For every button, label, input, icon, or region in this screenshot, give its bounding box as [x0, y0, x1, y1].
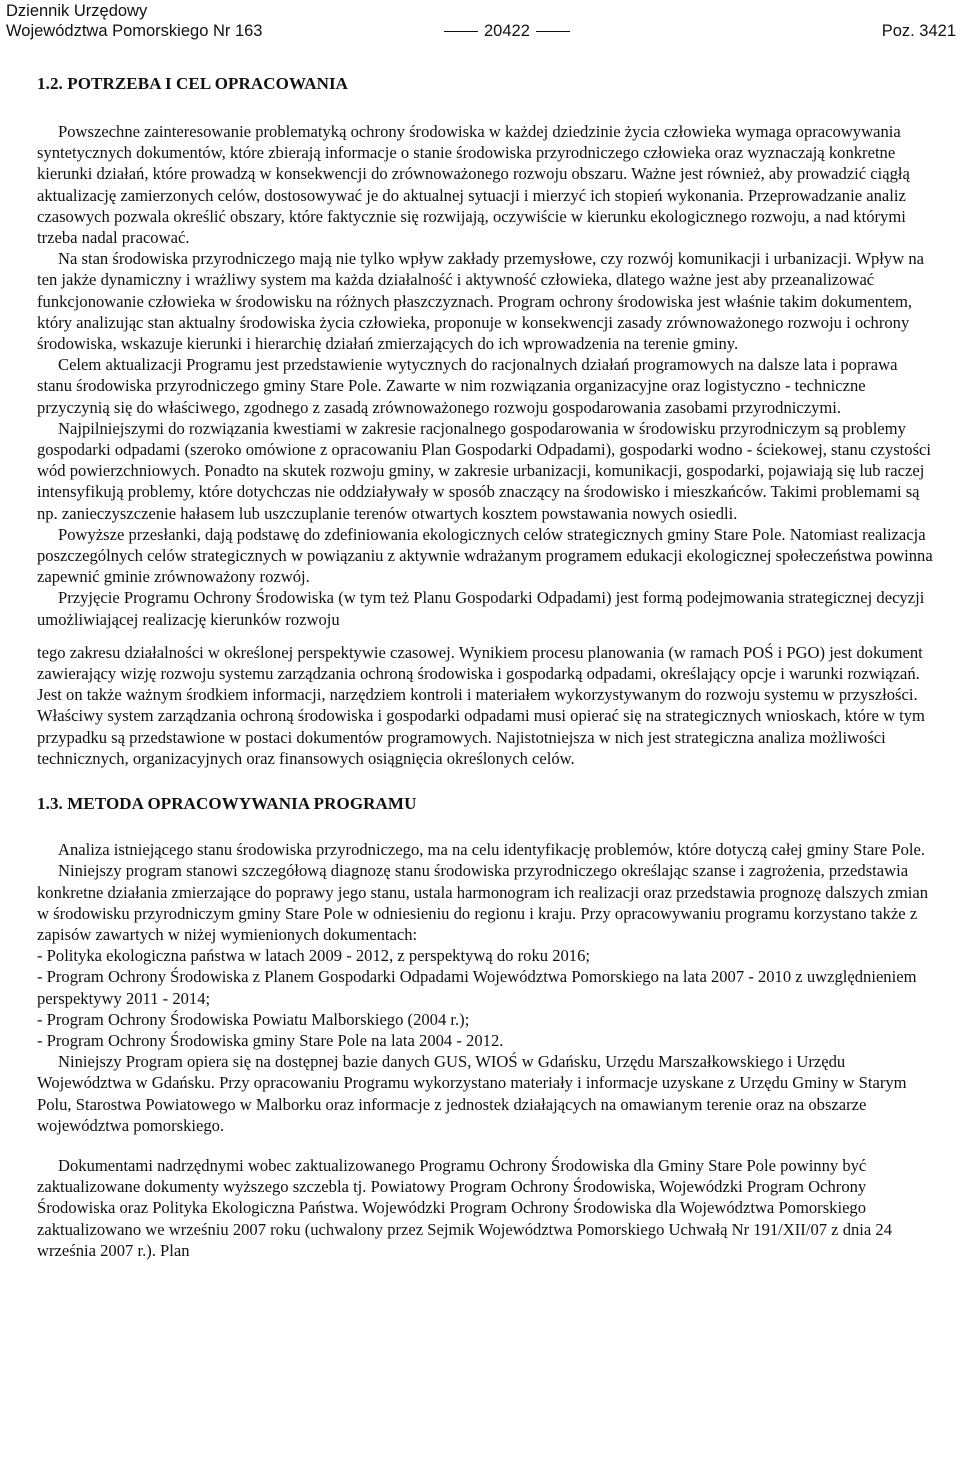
paragraph: Powyższe przesłanki, dają podstawę do zdefiniowania ekologicznych celów strategicznych gminy Stare Pole. Natomiast realizacja poszczególnych celów strategicznych w powiązaniu z aktywnie wdrażanym programem edukacji ekologicznej społeczeństwa powinna zapewnić gminie zrównoważony rozwój. — [37, 524, 933, 587]
section-1-3-title: 1.3. METODA OPRACOWYWANIA PROGRAMU — [37, 794, 417, 814]
document-body — [37, 73, 935, 1261]
paragraph: Celem aktualizacji Programu jest przedstawienie wytycznych do racjonalnych działań programowych na dalsze lata i poprawa stanu środowiska przyrodniczego gminy Stare Pole. Zawarte w nim rozwiązania organizacyjne oraz logistyczno - techniczne przyczynią się do właściwego, zgodnego z zasadą zrównoważonego rozwoju gospodarowania zasobami przyrodniczymi. — [37, 355, 898, 417]
paragraph: Analiza istniejącego stanu środowiska przyrodniczego, ma na celu identyfikację problemów, które dotyczą całej gminy Stare Pole. — [58, 840, 926, 860]
paragraph: tego zakresu działalności w określonej perspektywie czasowej. Wynikiem procesu planowania (w ramach POŚ i PGO) jest dokument zawierający wizję rozwoju systemu zarządzania ochroną środowiska i gospodarką odpadami, określający opcje i warunki rozwiązań. Jest on także ważnym środkiem informacji, narzędziem kontroli i materiałem wykorzystywanym do rozwoju systemu w przyszłości. Właściwy system zarządzania ochroną środowiska i gospodarki odpadami musi opierać się na strategicznych wnioskach, które w tym przypadku są przedstawione w postaci dokumentów programowych. Najistotniejsza w nich jest strategiczna analiza możliwości technicznych, organizacyjnych oraz finansowych osiągnięcia określonych celów. — [37, 642, 925, 768]
paragraph: Niniejszy Program opiera się na dostępnej bazie danych GUS, WIOŚ w Gdańsku, Urzędu Marszałkowskiego i Urzędu Województwa w Gdańsku. Przy opracowaniu Programu wykorzystano materiały i informacje uzyskane z Urzędu Gminy w Starym Polu, Starostwa Powiatowego w Malborku oraz informacje z jednostek działających na omawianym terenie oraz na obszarze województwa pomorskiego. — [37, 1052, 907, 1135]
list-item: - Program Ochrony Środowiska Powiatu Malborskiego (2004 r.); — [37, 1009, 470, 1029]
right-dash — [536, 31, 570, 32]
page-header — [6, 0, 956, 44]
page-number-block — [438, 21, 576, 41]
journal-title — [6, 1, 262, 41]
paragraph: Najpilniejszymi do rozwiązania kwestiami w zakresie racjonalnego gospodarowania w środowisku przyrodniczym są problemy gospodarki odpadami (szeroko omówione z opracowaniu Plan Gospodarki Odpadami), gospodarki wodno - ściekowej, stanu czystości wód powierzchniowych. Ponadto na skutek rozwoju gminy, w zakresie urbanizacji, komunikacji, gospodarki, pojawiają się lub raczej intensyfikują problemy, które dotychczas nie oddziaływały w sposób znaczący na środowisko i mieszkańców. Takimi problemami są np. zanieczyszczenie hałasem lub uszczuplanie terenów otwartych kosztem powstawania nowych osiedli. — [37, 418, 932, 523]
paragraph: Przyjęcie Programu Ochrony Środowiska (w tym też Planu Gospodarki Odpadami) jest formą podejmowania strategicznej decyzji umożliwiającej realizację kierunków rozwoju — [37, 588, 925, 629]
paragraph: Na stan środowiska przyrodniczego mają nie tylko wpływ zakłady przemysłowe, czy rozwój komunikacji i urbanizacji. Wpływ na ten jakże dynamiczny i wrażliwy system ma każda działalność i aktywność człowieka, dlatego ważne jest aby przeanalizować funkcjonowanie człowieka w środowisku na różnych płaszczyznach. Program ochrony środowiska jest właśnie takim dokumentem, który analizując stan aktualny środowiska życia człowieka, proponuje w konsekwencji zasady zrównoważonego rozwoju i ochrony środowiska, wskazuje kierunki i hierarchię działań zmierzających do ich wprowadzenia na terenie gminy. — [37, 249, 924, 354]
left-dash — [444, 31, 478, 32]
list-item: - Polityka ekologiczna państwa w latach 2009 - 2012, z perspektywą do roku 2016; — [37, 946, 590, 966]
page-number: 20422 — [484, 22, 530, 40]
list-item: - Program Ochrony Środowiska gminy Stare Pole na lata 2004 - 2012. — [37, 1030, 504, 1050]
position-number: Poz. 3421 — [881, 22, 956, 40]
journal-title-line1: Dziennik Urzędowy — [6, 2, 148, 20]
paragraph: Dokumentami nadrzędnymi wobec zaktualizowanego Programu Ochrony Środowiska dla Gminy Stare Pole powinny być zaktualizowane dokumenty wyższego szczebla tj. Powiatowy Program Ochrony Środowiska, Wojewódzki Program Ochrony Środowiska oraz Polityka Ekologiczna Państwa. Wojewódzki Program Ochrony Środowiska dla Województwa Pomorskiego zaktualizowano we wrześniu 2007 roku (uchwalony przez Sejmik Województwa Pomorskiego Uchwałą Nr 191/XII/07 z dnia 24 września 2007 r.). Plan — [37, 1155, 893, 1260]
paragraph: Niniejszy program stanowi szczegółową diagnozę stanu środowiska przyrodniczego określając szanse i zagrożenia, przedstawia konkretne działania zmierzające do poprawy jego stanu, ustala harmonogram ich realizacji oraz przedstawia prognozę dalszych zmian w środowisku przyrodniczym gminy Stare Pole w odniesieniu do regionu i kraju. Przy opracowywaniu programu korzystano także z zapisów zawartych w niżej wymienionych dokumentach: — [37, 861, 929, 944]
list-item: - Program Ochrony Środowiska z Planem Gospodarki Odpadami Województwa Pomorskiego na lata 2007 - 2010 z uwzględnieniem perspektywy 2011 - 2014; — [37, 967, 917, 1008]
paragraph: Powszechne zainteresowanie problematyką ochrony środowiska w każdej dziedzinie życia człowieka wymaga opracowywania syntetycznych dokumentów, które zbierają informacje o stanie środowiska przyrodniczego człowieka oraz wyznaczają konkretne kierunki działań, które prowadzą w konsekwencji do zrównoważonego rozwoju obszaru. Ważne jest również, aby prowadzić ciągłą aktualizację zamierzonych celów, dostosowywać je do aktualnej sytuacji i mierzyć ich stopień wykonania. Przeprowadzanie analiz czasowych pozwala określić obszary, które faktycznie się rozwijają, oczywiście w kierunku ekologicznego rozwoju, a nad którymi trzeba nadal pracować. — [37, 122, 910, 248]
journal-title-line2: Województwa Pomorskiego Nr 163 — [6, 22, 263, 40]
section-1-2-title: 1.2. POTRZEBA I CEL OPRACOWANIA — [37, 74, 349, 93]
